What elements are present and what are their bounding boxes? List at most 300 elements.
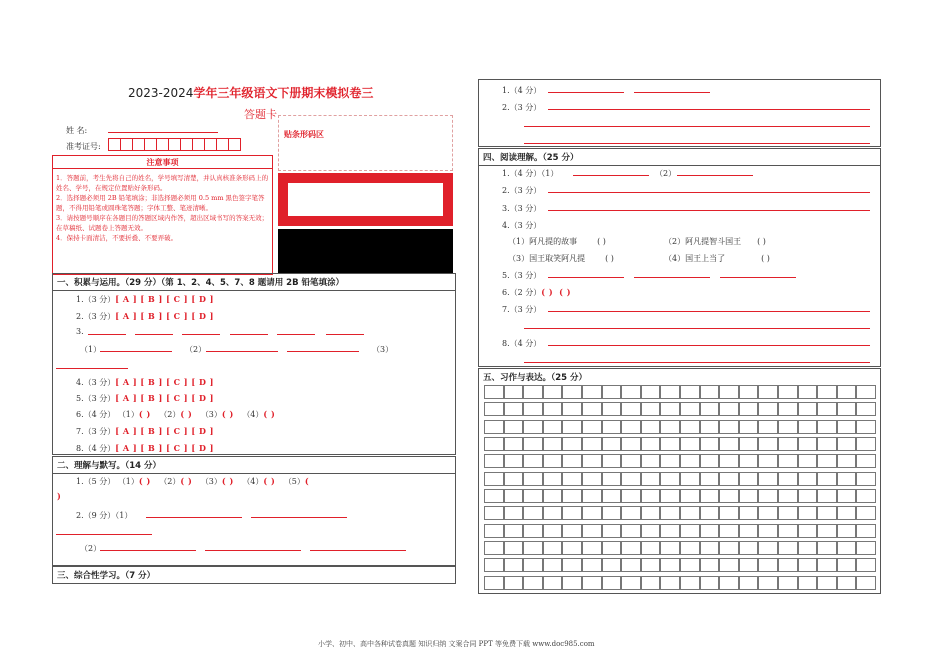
r-q1-blank[interactable] (634, 92, 710, 93)
grid-cell[interactable] (758, 541, 778, 555)
grid-cell[interactable] (700, 506, 720, 520)
grid-cell[interactable] (523, 576, 543, 590)
grid-cell[interactable] (680, 524, 700, 538)
grid-cell[interactable] (484, 489, 504, 503)
grid-cell[interactable] (817, 385, 837, 399)
grid-cell[interactable] (719, 437, 739, 451)
s4-q1-blank[interactable] (677, 175, 753, 176)
grid-cell[interactable] (523, 437, 543, 451)
s1-q3-sub2-blank[interactable] (206, 351, 278, 352)
grid-cell[interactable] (562, 541, 582, 555)
section-4-heading: 四、阅读理解。（25 分） (479, 149, 880, 166)
s1-q7-options[interactable]: [ A ] [ B ] [ C ] [ D ] (115, 426, 214, 436)
grid-cell[interactable] (621, 437, 641, 451)
grid-cell[interactable] (837, 472, 857, 486)
grid-cell[interactable] (504, 385, 524, 399)
grid-cell[interactable] (700, 402, 720, 416)
grid-cell[interactable] (660, 402, 680, 416)
grid-cell[interactable] (602, 558, 622, 572)
grid-cell[interactable] (621, 558, 641, 572)
grid-cell[interactable] (660, 489, 680, 503)
grid-cell[interactable] (504, 576, 524, 590)
grid-cell[interactable] (621, 472, 641, 486)
s2-q2-blank[interactable] (100, 550, 196, 551)
s2-q1-paren[interactable]: ( ) (138, 476, 151, 486)
grid-cell[interactable] (562, 385, 582, 399)
grid-cell[interactable] (504, 420, 524, 434)
grid-cell[interactable] (856, 506, 876, 520)
grid-cell[interactable] (641, 524, 661, 538)
grid-cell[interactable] (523, 385, 543, 399)
grid-cell[interactable] (484, 385, 504, 399)
grid-cell[interactable] (700, 576, 720, 590)
grid-cell[interactable] (817, 558, 837, 572)
grid-cell[interactable] (719, 472, 739, 486)
grid-cell[interactable] (680, 454, 700, 468)
grid-cell[interactable] (798, 402, 818, 416)
grid-cell[interactable] (758, 454, 778, 468)
s4-q5-blank[interactable] (548, 277, 624, 278)
grid-cell[interactable] (660, 385, 680, 399)
grid-cell[interactable] (602, 506, 622, 520)
s1-q6-paren[interactable]: ( ) (138, 409, 151, 419)
grid-cell[interactable] (778, 576, 798, 590)
grid-cell[interactable] (621, 541, 641, 555)
grid-cell[interactable] (778, 454, 798, 468)
grid-cell[interactable] (680, 437, 700, 451)
grid-cell[interactable] (523, 506, 543, 520)
r-q1-blank[interactable] (548, 92, 624, 93)
grid-cell[interactable] (700, 524, 720, 538)
grid-cell[interactable] (621, 576, 641, 590)
grid-cell[interactable] (680, 489, 700, 503)
grid-cell[interactable] (641, 454, 661, 468)
grid-cell[interactable] (700, 454, 720, 468)
s2-q2-sub2: （2） (80, 544, 102, 553)
s2-q1-paren[interactable]: ( ) (221, 476, 234, 486)
s1-q3-blank[interactable] (277, 334, 315, 335)
grid-cell[interactable] (562, 558, 582, 572)
grid-cell[interactable] (680, 472, 700, 486)
grid-cell[interactable] (680, 385, 700, 399)
grid-cell[interactable] (562, 489, 582, 503)
grid-cell[interactable] (778, 472, 798, 486)
grid-cell[interactable] (798, 454, 818, 468)
grid-cell[interactable] (523, 454, 543, 468)
s4-q4-paren[interactable]: ( ) (597, 237, 606, 246)
s1-q3-blank[interactable] (135, 334, 173, 335)
s1-q5-options[interactable]: [ A ] [ B ] [ C ] [ D ] (115, 393, 214, 403)
grid-cell[interactable] (543, 506, 563, 520)
grid-cell[interactable] (602, 437, 622, 451)
grid-cell[interactable] (504, 541, 524, 555)
grid-cell[interactable] (798, 472, 818, 486)
grid-cell[interactable] (817, 437, 837, 451)
grid-cell[interactable] (739, 437, 759, 451)
grid-cell[interactable] (641, 541, 661, 555)
grid-cell[interactable] (504, 524, 524, 538)
grid-cell[interactable] (562, 454, 582, 468)
grid-cell[interactable] (543, 576, 563, 590)
grid-cell[interactable] (758, 437, 778, 451)
s4-q5-blank[interactable] (720, 277, 796, 278)
grid-cell[interactable] (778, 506, 798, 520)
grid-cell[interactable] (758, 489, 778, 503)
grid-cell[interactable] (641, 402, 661, 416)
grid-cell[interactable] (543, 558, 563, 572)
grid-cell[interactable] (602, 454, 622, 468)
grid-cell[interactable] (641, 558, 661, 572)
grid-cell[interactable] (856, 524, 876, 538)
grid-cell[interactable] (798, 385, 818, 399)
grid-cell[interactable] (778, 524, 798, 538)
s1-q8-options[interactable]: [ A ] [ B ] [ C ] [ D ] (115, 443, 214, 453)
grid-cell[interactable] (484, 541, 504, 555)
s1-q3-sub1-blank[interactable] (100, 351, 172, 352)
grid-cell[interactable] (484, 558, 504, 572)
grid-cell[interactable] (700, 437, 720, 451)
grid-cell[interactable] (582, 420, 602, 434)
grid-cell[interactable] (739, 454, 759, 468)
grid-cell[interactable] (837, 402, 857, 416)
grid-cell[interactable] (798, 489, 818, 503)
grid-cell[interactable] (543, 541, 563, 555)
composition-grid[interactable] (484, 385, 876, 590)
s2-q2-blank[interactable] (146, 517, 242, 518)
grid-cell[interactable] (484, 472, 504, 486)
grid-cell[interactable] (837, 437, 857, 451)
grid-cell[interactable] (817, 541, 837, 555)
r-q2-blank[interactable] (548, 109, 870, 110)
s4-q8-blank[interactable] (548, 345, 870, 346)
grid-cell[interactable] (798, 506, 818, 520)
grid-cell[interactable] (739, 385, 759, 399)
grid-cell[interactable] (817, 524, 837, 538)
grid-cell[interactable] (484, 402, 504, 416)
s2-q1-paren[interactable]: ( ) (180, 476, 193, 486)
grid-cell[interactable] (504, 489, 524, 503)
grid-cell[interactable] (739, 506, 759, 520)
grid-cell[interactable] (680, 420, 700, 434)
grid-cell[interactable] (484, 506, 504, 520)
grid-cell[interactable] (758, 524, 778, 538)
s4-q7-blank[interactable] (548, 311, 870, 312)
grid-cell[interactable] (739, 541, 759, 555)
s4-q4-paren[interactable]: ( ) (757, 237, 766, 246)
grid-cell[interactable] (582, 506, 602, 520)
grid-cell[interactable] (523, 489, 543, 503)
grid-cell[interactable] (837, 420, 857, 434)
grid-cell[interactable] (856, 420, 876, 434)
grid-cell[interactable] (837, 385, 857, 399)
grid-cell[interactable] (856, 472, 876, 486)
grid-cell[interactable] (543, 402, 563, 416)
grid-cell[interactable] (582, 472, 602, 486)
grid-cell[interactable] (543, 385, 563, 399)
grid-cell[interactable] (719, 454, 739, 468)
grid-cell[interactable] (700, 385, 720, 399)
s1-q6-paren[interactable]: ( ) (221, 409, 234, 419)
grid-cell[interactable] (504, 437, 524, 451)
grid-cell[interactable] (719, 524, 739, 538)
grid-cell[interactable] (778, 489, 798, 503)
grid-cell[interactable] (484, 420, 504, 434)
grid-cell[interactable] (582, 489, 602, 503)
grid-cell[interactable] (562, 576, 582, 590)
grid-cell[interactable] (602, 489, 622, 503)
grid-cell[interactable] (817, 506, 837, 520)
grid-cell[interactable] (602, 472, 622, 486)
grid-cell[interactable] (719, 385, 739, 399)
grid-cell[interactable] (837, 541, 857, 555)
grid-cell[interactable] (543, 489, 563, 503)
grid-cell[interactable] (778, 385, 798, 399)
grid-cell[interactable] (700, 472, 720, 486)
grid-cell[interactable] (523, 558, 543, 572)
grid-cell[interactable] (621, 506, 641, 520)
grid-cell[interactable] (837, 489, 857, 503)
grid-cell[interactable] (739, 420, 759, 434)
grid-cell[interactable] (856, 541, 876, 555)
s4-q2-blank[interactable] (548, 192, 870, 193)
grid-cell[interactable] (602, 385, 622, 399)
s2-q1-paren-open[interactable]: ( (304, 476, 310, 486)
grid-cell[interactable] (504, 454, 524, 468)
grid-cell[interactable] (484, 576, 504, 590)
grid-cell[interactable] (739, 524, 759, 538)
grid-cell[interactable] (641, 472, 661, 486)
s1-q6-paren[interactable]: ( ) (263, 409, 276, 419)
s4-q4-paren[interactable]: ( ) (605, 254, 614, 263)
s1-q3-blank[interactable] (88, 334, 126, 335)
grid-cell[interactable] (562, 524, 582, 538)
grid-cell[interactable] (641, 420, 661, 434)
s2-q1-paren-close[interactable]: ) (57, 491, 62, 501)
grid-cell[interactable] (817, 576, 837, 590)
grid-cell[interactable] (660, 506, 680, 520)
grid-cell[interactable] (504, 558, 524, 572)
grid-cell[interactable] (484, 437, 504, 451)
s4-q1-blank[interactable] (573, 175, 649, 176)
grid-cell[interactable] (660, 524, 680, 538)
grid-cell[interactable] (602, 402, 622, 416)
s1-q6-paren[interactable]: ( ) (180, 409, 193, 419)
grid-cell[interactable] (582, 558, 602, 572)
grid-cell[interactable] (719, 541, 739, 555)
grid-cell[interactable] (856, 558, 876, 572)
grid-cell[interactable] (856, 437, 876, 451)
grid-cell[interactable] (758, 402, 778, 416)
grid-cell[interactable] (798, 437, 818, 451)
grid-cell[interactable] (523, 472, 543, 486)
grid-cell[interactable] (798, 420, 818, 434)
grid-cell[interactable] (562, 420, 582, 434)
s4-q3-blank[interactable] (548, 210, 870, 211)
grid-cell[interactable] (778, 558, 798, 572)
grid-cell[interactable] (543, 437, 563, 451)
grid-cell[interactable] (582, 576, 602, 590)
grid-cell[interactable] (484, 524, 504, 538)
grid-cell[interactable] (739, 472, 759, 486)
grid-cell[interactable] (582, 541, 602, 555)
grid-cell[interactable] (798, 524, 818, 538)
notice-title: 注意事项 (53, 156, 272, 169)
grid-cell[interactable] (660, 541, 680, 555)
grid-cell[interactable] (621, 402, 641, 416)
grid-cell[interactable] (562, 506, 582, 520)
grid-cell[interactable] (504, 402, 524, 416)
grid-cell[interactable] (660, 437, 680, 451)
grid-cell[interactable] (680, 402, 700, 416)
grid-cell[interactable] (680, 576, 700, 590)
grid-cell[interactable] (837, 506, 857, 520)
grid-cell[interactable] (817, 454, 837, 468)
grid-cell[interactable] (621, 524, 641, 538)
s1-q3-sub3-blank[interactable] (56, 368, 128, 369)
grid-cell[interactable] (778, 541, 798, 555)
grid-cell[interactable] (817, 420, 837, 434)
grid-cell[interactable] (582, 385, 602, 399)
grid-cell[interactable] (837, 576, 857, 590)
grid-cell[interactable] (660, 558, 680, 572)
s2-q2-blank[interactable] (310, 550, 406, 551)
s2-q2-blank[interactable] (205, 550, 301, 551)
s4-q8-blank[interactable] (524, 362, 870, 363)
grid-cell[interactable] (680, 541, 700, 555)
grid-cell[interactable] (621, 385, 641, 399)
s2-q2-blank[interactable] (251, 517, 347, 518)
grid-cell[interactable] (562, 437, 582, 451)
grid-cell[interactable] (700, 541, 720, 555)
grid-cell[interactable] (660, 454, 680, 468)
grid-cell[interactable] (504, 472, 524, 486)
name-field[interactable] (108, 132, 218, 133)
grid-cell[interactable] (523, 541, 543, 555)
s2-q1-paren[interactable]: ( ) (263, 476, 276, 486)
grid-cell[interactable] (758, 420, 778, 434)
s1-q1-options[interactable]: [ A ] [ B ] [ C ] [ D ] (115, 294, 214, 304)
grid-cell[interactable] (543, 420, 563, 434)
grid-cell[interactable] (641, 506, 661, 520)
grid-cell[interactable] (778, 420, 798, 434)
grid-cell[interactable] (543, 472, 563, 486)
grid-cell[interactable] (602, 524, 622, 538)
grid-cell[interactable] (641, 437, 661, 451)
s1-q3-blank[interactable] (326, 334, 364, 335)
s4-q6-paren[interactable]: ( ) (559, 287, 571, 297)
grid-cell[interactable] (837, 524, 857, 538)
grid-cell[interactable] (543, 454, 563, 468)
grid-cell[interactable] (700, 558, 720, 572)
s4-q4-paren[interactable]: ( ) (761, 254, 770, 263)
grid-cell[interactable] (856, 402, 876, 416)
grid-cell[interactable] (719, 420, 739, 434)
r-q2-blank[interactable] (524, 126, 870, 127)
grid-cell[interactable] (680, 558, 700, 572)
grid-cell[interactable] (856, 576, 876, 590)
grid-cell[interactable] (856, 454, 876, 468)
s4-q6-paren[interactable]: ( ) (541, 287, 554, 297)
grid-cell[interactable] (856, 489, 876, 503)
grid-cell[interactable] (758, 385, 778, 399)
ticket-number-cells[interactable] (108, 138, 240, 151)
s1-q2-options[interactable]: [ A ] [ B ] [ C ] [ D ] (115, 311, 214, 321)
grid-cell[interactable] (758, 472, 778, 486)
grid-cell[interactable] (837, 558, 857, 572)
grid-cell[interactable] (758, 558, 778, 572)
grid-cell[interactable] (562, 402, 582, 416)
s1-q4-options[interactable]: [ A ] [ B ] [ C ] [ D ] (115, 377, 214, 387)
grid-cell[interactable] (856, 385, 876, 399)
grid-cell[interactable] (523, 402, 543, 416)
grid-cell[interactable] (621, 420, 641, 434)
grid-cell[interactable] (680, 506, 700, 520)
grid-cell[interactable] (817, 402, 837, 416)
grid-cell[interactable] (582, 402, 602, 416)
s4-q7-blank[interactable] (524, 328, 870, 329)
grid-cell[interactable] (837, 454, 857, 468)
grid-cell[interactable] (739, 558, 759, 572)
grid-cell[interactable] (602, 576, 622, 590)
grid-cell[interactable] (817, 472, 837, 486)
grid-cell[interactable] (641, 385, 661, 399)
grid-cell[interactable] (641, 489, 661, 503)
grid-cell[interactable] (562, 472, 582, 486)
grid-cell[interactable] (798, 558, 818, 572)
grid-cell[interactable] (798, 576, 818, 590)
s2-q2-blank[interactable] (56, 534, 152, 535)
grid-cell[interactable] (719, 489, 739, 503)
grid-cell[interactable] (758, 506, 778, 520)
grid-cell[interactable] (719, 576, 739, 590)
grid-cell[interactable] (641, 576, 661, 590)
grid-cell[interactable] (739, 489, 759, 503)
grid-cell[interactable] (523, 420, 543, 434)
grid-cell[interactable] (660, 576, 680, 590)
grid-cell[interactable] (700, 420, 720, 434)
grid-cell[interactable] (798, 541, 818, 555)
grid-cell[interactable] (504, 506, 524, 520)
s1-q3-blank[interactable] (230, 334, 268, 335)
s1-q3-sub2-blank[interactable] (287, 351, 359, 352)
grid-cell[interactable] (719, 402, 739, 416)
grid-cell[interactable] (484, 454, 504, 468)
grid-cell[interactable] (778, 402, 798, 416)
grid-cell[interactable] (602, 420, 622, 434)
grid-cell[interactable] (582, 524, 602, 538)
grid-cell[interactable] (660, 472, 680, 486)
grid-cell[interactable] (778, 437, 798, 451)
grid-cell[interactable] (543, 524, 563, 538)
grid-cell[interactable] (660, 420, 680, 434)
grid-cell[interactable] (739, 402, 759, 416)
grid-cell[interactable] (621, 454, 641, 468)
s1-q3-blank[interactable] (182, 334, 220, 335)
grid-cell[interactable] (817, 489, 837, 503)
grid-cell[interactable] (582, 437, 602, 451)
grid-cell[interactable] (621, 489, 641, 503)
grid-cell[interactable] (758, 576, 778, 590)
grid-cell[interactable] (719, 558, 739, 572)
grid-cell[interactable] (700, 489, 720, 503)
grid-cell[interactable] (582, 454, 602, 468)
grid-cell[interactable] (523, 524, 543, 538)
grid-cell[interactable] (719, 506, 739, 520)
grid-cell[interactable] (739, 576, 759, 590)
r-q2-blank[interactable] (524, 143, 870, 144)
grid-cell[interactable] (602, 541, 622, 555)
s4-q5-blank[interactable] (634, 277, 710, 278)
